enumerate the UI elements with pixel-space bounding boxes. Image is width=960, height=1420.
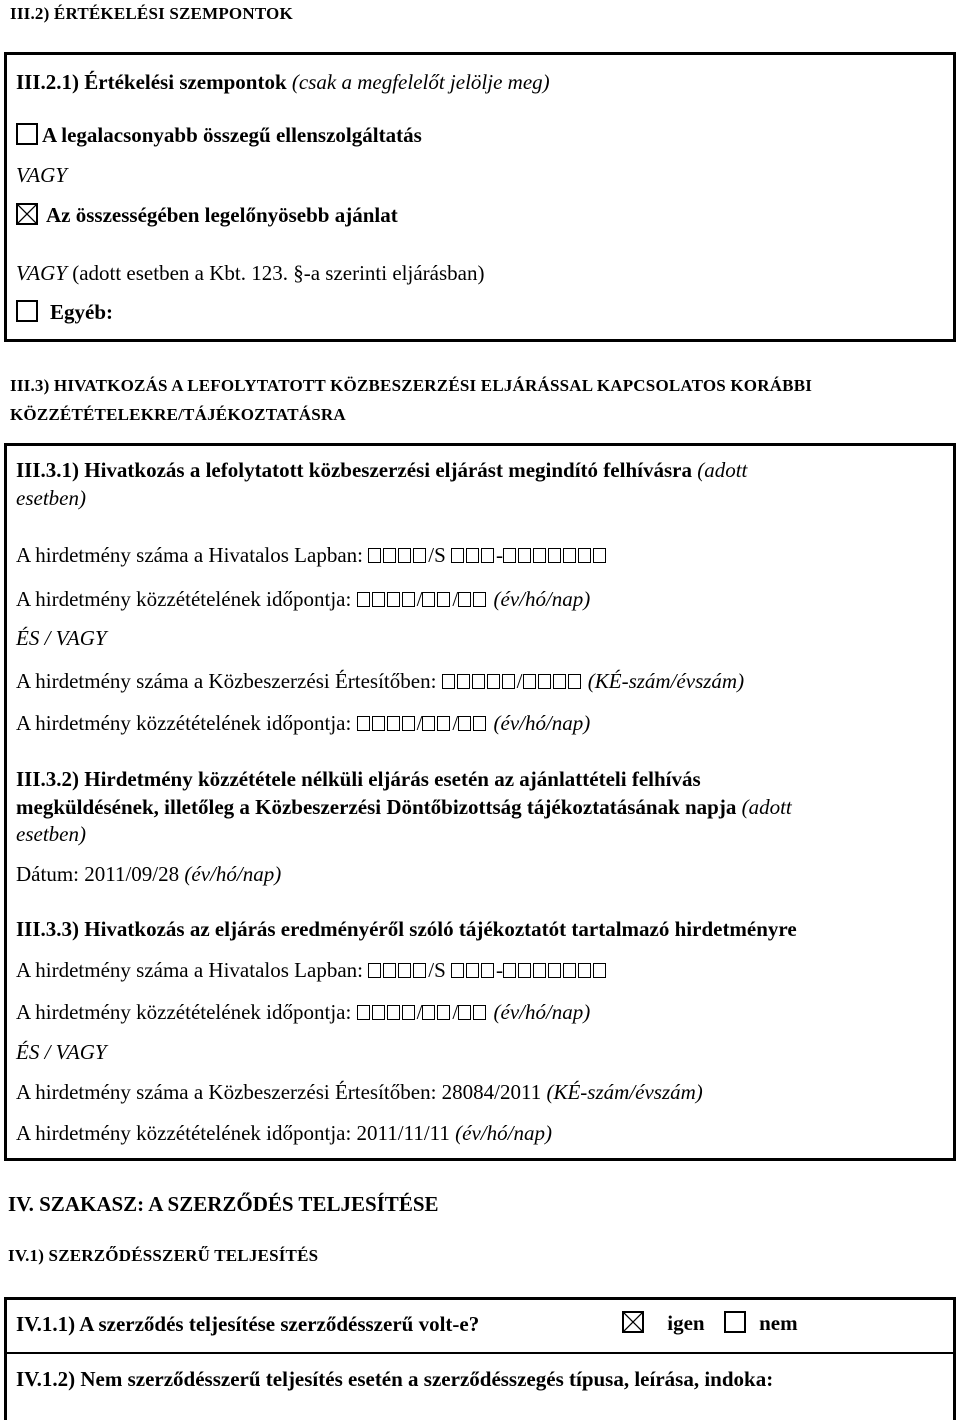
evaluation-criteria-title: III.2.1) Értékelési szempontok (csak a megfelelőt jelölje meg) — [16, 70, 550, 94]
and-or-label-1: ÉS / VAGY — [16, 626, 107, 650]
oj-date-row-2: A hirdetmény közzétételének időpontja: / / (év/hó/nap) — [16, 1000, 591, 1024]
q411-answers: igen nem — [622, 1311, 798, 1336]
section-heading-iv: IV. SZAKASZ: A SZERZŐDÉS TELJESÍTÉSE — [8, 1192, 439, 1216]
date-day-squares[interactable] — [458, 587, 488, 611]
or-label-1: VAGY — [16, 163, 67, 187]
oj-num-squares[interactable] — [503, 543, 608, 567]
q411-row: IV.1.1) A szerződés teljesítése szerződésszerű volt-e? — [16, 1312, 480, 1336]
section-heading-iii3-line1: III.3) HIVATKOZÁS A LEFOLYTATOTT KÖZBESZERZÉSI ELJÁRÁSSAL KAPCSOLATOS KORÁBBI — [10, 376, 813, 395]
section-heading-iii2: III.2) ÉRTÉKELÉSI SZEMPONTOK — [10, 4, 293, 23]
evaluation-criteria-box — [4, 52, 956, 342]
oj2-date-year-squares[interactable] — [357, 1000, 417, 1024]
section-heading-iii3-line2: KÖZZÉTÉTELEKRE/TÁJÉKOZTATÁSRA — [10, 405, 346, 424]
oj-number-row-2: A hirdetmény száma a Hivatalos Lapban: /S - — [16, 958, 608, 983]
performance-divider — [4, 1352, 956, 1354]
no-checkbox[interactable] — [724, 1311, 746, 1333]
p331-title-l1: III.3.1) Hivatkozás a lefolytatott közbeszerzési eljárást megindító felhívásra (adott — [16, 458, 748, 482]
checked-x-icon — [624, 1313, 642, 1331]
oj-date-row-1: A hirdetmény közzétételének időpontja: / / (év/hó/nap) — [16, 587, 591, 611]
oj-s-squares[interactable] — [451, 543, 496, 567]
oj-number-row-1: A hirdetmény száma a Hivatalos Lapban: /S - — [16, 543, 608, 568]
date-month-squares[interactable] — [422, 587, 452, 611]
ke-date-month-squares[interactable] — [422, 711, 452, 735]
date-sent: Dátum: 2011/09/28 (év/hó/nap) — [16, 862, 282, 886]
checked-x-icon — [18, 205, 36, 223]
best-value-checkbox[interactable] — [16, 203, 38, 225]
section-heading-iv1: IV.1) SZERZŐDÉSSZERŰ TELJESÍTÉS — [8, 1246, 319, 1265]
oj-year-squares[interactable] — [368, 543, 428, 567]
oj2-date-day-squares[interactable] — [458, 1000, 488, 1024]
and-or-label-2: ÉS / VAGY — [16, 1040, 107, 1064]
ke-date-year-squares[interactable] — [357, 711, 417, 735]
ke-num-squares[interactable] — [442, 669, 517, 693]
other-checkbox[interactable] — [16, 300, 38, 322]
ke-year-squares[interactable] — [523, 669, 583, 693]
ke-date-row-2: A hirdetmény közzétételének időpontja: 2011/11/11 (év/hó/nap) — [16, 1121, 552, 1145]
option-other: Egyéb: — [16, 300, 113, 325]
ke-date-row-1: A hirdetmény közzétételének időpontja: / / (év/hó/nap) — [16, 711, 591, 735]
yes-checkbox[interactable] — [622, 1311, 644, 1333]
oj2-date-month-squares[interactable] — [422, 1000, 452, 1024]
q412-row: IV.1.2) Nem szerződésszerű teljesítés esetén a szerződésszegés típusa, leírása, indoka: — [16, 1367, 774, 1391]
oj2-year-squares[interactable] — [368, 958, 428, 982]
oj2-num-squares[interactable] — [503, 958, 608, 982]
ke-date-day-squares[interactable] — [458, 711, 488, 735]
oj2-s-squares[interactable] — [451, 958, 496, 982]
option-lowest-price: A legalacsonyabb összegű ellenszolgáltatás — [16, 123, 422, 148]
option-best-value: Az összességében legelőnyösebb ajánlat — [16, 203, 398, 228]
ke-number-row-2: A hirdetmény száma a Közbeszerzési Értesítőben: 28084/2011 (KÉ-szám/évszám) — [16, 1080, 703, 1104]
lowest-price-checkbox[interactable] — [16, 123, 38, 145]
date-year-squares[interactable] — [357, 587, 417, 611]
p333-title: III.3.3) Hivatkozás az eljárás eredményéről szóló tájékoztatót tartalmazó hirdetményre — [16, 917, 797, 941]
ke-number-row-1: A hirdetmény száma a Közbeszerzési Értesítőben: / (KÉ-szám/évszám) — [16, 669, 745, 693]
or-label-2: VAGY (adott esetben a Kbt. 123. §-a szerinti eljárásban) — [16, 261, 485, 285]
p331-title-l2: esetben) — [16, 486, 86, 510]
p332-title-l3: esetben) — [16, 822, 86, 846]
p332-title-l1: III.3.2) Hirdetmény közzététele nélküli eljárás esetén az ajánlattételi felhívás — [16, 767, 701, 791]
p332-title-l2: megküldésének, illetőleg a Közbeszerzési Döntőbizottság tájékoztatásának napja (adott — [16, 795, 792, 819]
